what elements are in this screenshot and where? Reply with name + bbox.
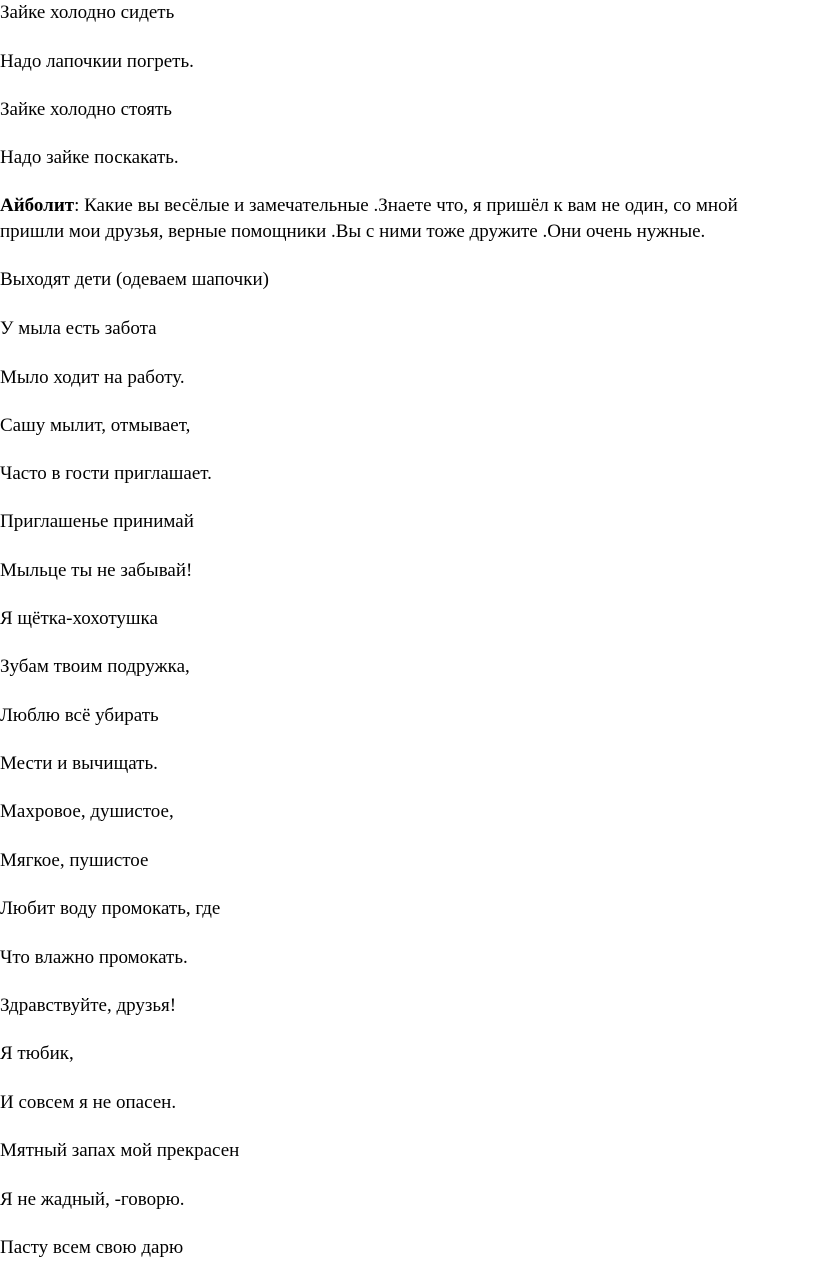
verse-line: Любит воду промокать, где [0,898,221,919]
verse-line: Я не жадный, -говорю. [0,1189,185,1210]
verse-line: Я щётка-хохотушка [0,608,158,629]
verse-line: Мягкое, пушистое [0,850,149,871]
verse-line: Зубам твоим подружка, [0,656,190,677]
speech-line-2: пришли мои друзья, верные помощники .Вы с ними тоже дружите .Они очень нужные. [0,221,706,242]
verse-line: Люблю всё убирать [0,705,159,726]
verse-line: И совсем я не опасен. [0,1092,177,1113]
verse-line: Мыло ходит на работу. [0,367,185,388]
speech-paragraph [0,193,816,245]
verse-line: Сашу мылит, отмывает, [0,415,191,436]
verse-line: Здравствуйте, друзья! [0,995,177,1016]
stage-direction: Выходят дети (одеваем шапочки) [0,269,269,290]
verse-line: Надо зайке поскакать. [0,147,179,168]
verse-line: Зайке холодно сидеть [0,2,175,23]
verse-line: Мятный запах мой прекрасен [0,1140,240,1161]
verse-line: Мести и вычищать. [0,753,158,774]
verse-line: Надо лапочкии погреть. [0,51,194,72]
speaker-name: Айболит [0,195,75,216]
verse-line: У мыла есть забота [0,318,157,339]
verse-line: Что влажно промокать. [0,947,188,968]
verse-line: Пасту всем свою дарю [0,1237,184,1258]
verse-line: Приглашенье принимай [0,511,194,532]
verse-line: Зайке холодно стоять [0,99,172,120]
verse-line: Мыльце ты не забывай! [0,560,193,581]
speech-text-1: : Какие вы весёлые и замечательные .Знаете что, я пришёл к вам не один, со мной [74,195,738,216]
verse-line: Я тюбик, [0,1043,74,1064]
speech-line-1 [0,193,816,219]
verse-line: Часто в гости приглашает. [0,463,212,484]
verse-line: Махровое, душистое, [0,801,174,822]
